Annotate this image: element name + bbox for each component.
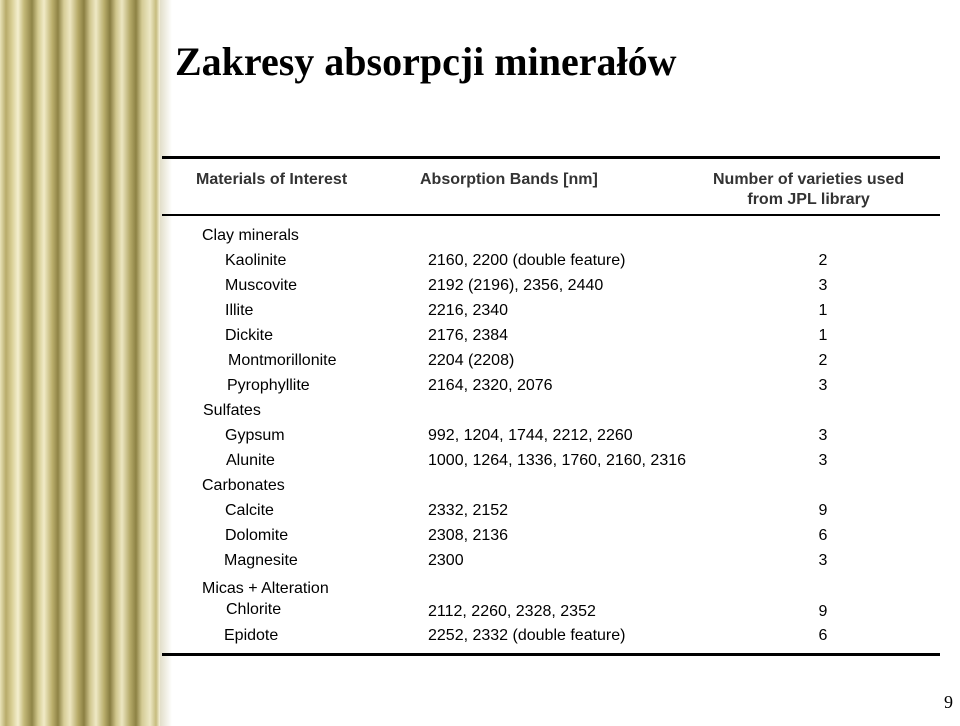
- table-row-magnesite: [162, 550, 940, 572]
- absorption-bands: 992, 1204, 1744, 2212, 2260: [428, 427, 633, 444]
- table-row-calcite: [162, 500, 940, 522]
- variety-count: 2: [818, 352, 828, 369]
- mineral-name: Epidote: [224, 627, 279, 644]
- absorption-bands: 2308, 2136: [428, 527, 509, 544]
- category-row-clay-minerals: [162, 225, 940, 247]
- absorption-bands: 2112, 2260, 2328, 2352: [428, 603, 596, 620]
- absorption-bands: 2252, 2332 (double feature): [428, 627, 626, 644]
- header-materials: Materials of Interest: [196, 171, 348, 188]
- category-row-micas-alteration: [162, 578, 940, 600]
- decorative-sidebar: [0, 0, 160, 726]
- mineral-name: Kaolinite: [225, 252, 287, 269]
- absorption-bands: 2176, 2384: [428, 327, 509, 344]
- mineral-name: Dickite: [225, 327, 274, 344]
- table-row-chlorite: [162, 599, 940, 621]
- category-label: Sulfates: [203, 402, 261, 419]
- absorption-bands: 2160, 2200 (double feature): [428, 252, 626, 269]
- mineral-name: Illite: [225, 302, 254, 319]
- variety-count: 3: [818, 552, 828, 569]
- header-varieties-line-2: from JPL library: [747, 191, 870, 208]
- mineral-name: Calcite: [225, 502, 274, 519]
- absorption-bands: 2332, 2152: [428, 502, 509, 519]
- page-title: Zakresy absorpcji minerałów: [175, 39, 677, 84]
- mineral-name: Pyrophyllite: [227, 377, 310, 394]
- variety-count: 2: [818, 252, 828, 269]
- variety-count: 6: [818, 527, 828, 544]
- table-bottom-rule: [162, 653, 940, 656]
- category-label: Carbonates: [202, 477, 285, 494]
- absorption-bands: 2300: [428, 552, 464, 569]
- variety-count: 3: [818, 377, 828, 394]
- variety-count: 6: [818, 627, 828, 644]
- page-number: 9: [944, 692, 953, 712]
- variety-count: 3: [818, 427, 828, 444]
- category-label: Micas + Alteration: [202, 580, 329, 597]
- table-row-kaolinite: [162, 250, 940, 272]
- variety-count: 3: [818, 452, 828, 469]
- category-label: Clay minerals: [202, 227, 299, 244]
- variety-count: 1: [818, 302, 828, 319]
- table-row-montmorillonite: [162, 350, 940, 372]
- mineral-name: Magnesite: [224, 552, 298, 569]
- variety-count: 9: [818, 502, 828, 519]
- table-row-muscovite: [162, 275, 940, 297]
- mineral-name: Muscovite: [225, 277, 298, 294]
- mineral-name: Dolomite: [225, 527, 289, 544]
- header-number-of-varieties: [713, 170, 904, 210]
- table-row-pyrophyllite: [162, 375, 940, 397]
- table-row-gypsum: [162, 425, 940, 447]
- mineral-name: Montmorillonite: [228, 352, 337, 369]
- absorption-bands: 2192 (2196), 2356, 2440: [428, 277, 604, 294]
- mineral-name: Chlorite: [226, 601, 282, 618]
- absorption-bands: 1000, 1264, 1336, 1760, 2160, 2316: [428, 452, 687, 469]
- table-header-rule: [162, 214, 940, 216]
- absorption-bands: 2216, 2340: [428, 302, 509, 319]
- mineral-name: Gypsum: [225, 427, 285, 444]
- category-row-carbonates: [162, 475, 940, 497]
- variety-count: 3: [818, 277, 828, 294]
- absorption-bands: 2204 (2208): [428, 352, 515, 369]
- table-top-rule: [162, 156, 940, 159]
- table-row-epidote: [162, 625, 940, 647]
- header-varieties-line-1: Number of varieties used: [713, 171, 905, 188]
- mineral-name: Alunite: [226, 452, 275, 469]
- table-row-dickite: [162, 325, 940, 347]
- header-absorption-bands: Absorption Bands [nm]: [420, 171, 598, 188]
- absorption-bands: 2164, 2320, 2076: [428, 377, 553, 394]
- variety-count: 1: [818, 327, 828, 344]
- category-row-sulfates: [162, 400, 940, 422]
- absorption-table: [162, 156, 940, 656]
- table-row-alunite: [162, 450, 940, 472]
- table-row-illite: [162, 300, 940, 322]
- variety-count: 9: [818, 603, 828, 620]
- table-row-dolomite: [162, 525, 940, 547]
